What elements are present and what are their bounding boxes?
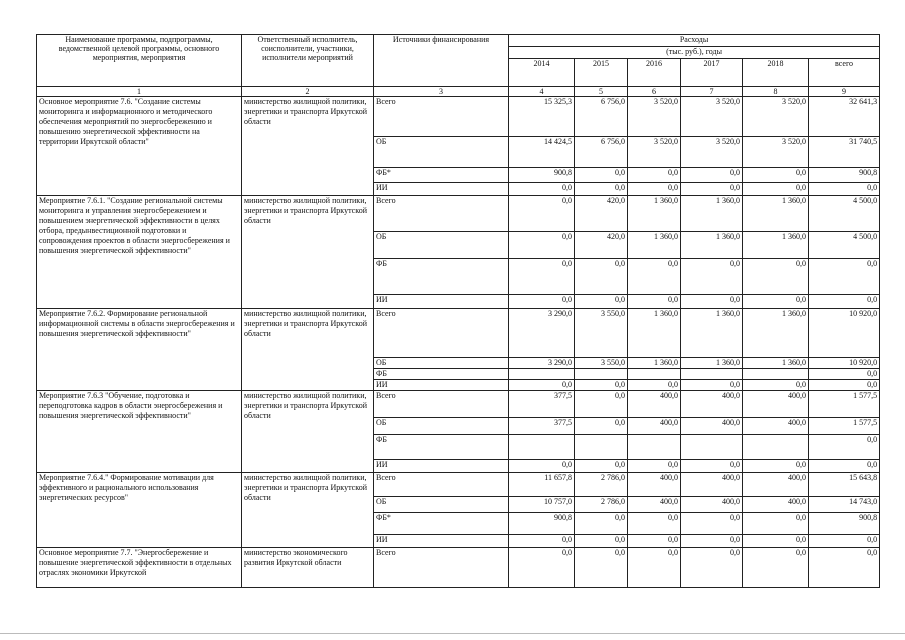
- header-expenses: Расходы: [509, 35, 880, 47]
- amount-cell: 0,0: [509, 295, 575, 309]
- table-row: [37, 548, 880, 588]
- funding-source: ОБ: [374, 137, 509, 168]
- amount-cell: [681, 435, 743, 460]
- financing-table: [36, 34, 880, 588]
- amount-cell: 400,0: [628, 473, 681, 497]
- funding-source: ИИ: [374, 535, 509, 548]
- column-number: 6: [628, 87, 681, 97]
- amount-cell: 0,0: [743, 535, 809, 548]
- amount-cell: 0,0: [681, 548, 743, 588]
- amount-cell: 400,0: [743, 391, 809, 418]
- funding-source: Всего: [374, 97, 509, 137]
- amount-cell: 0,0: [628, 168, 681, 183]
- amount-cell: 2 786,0: [575, 473, 628, 497]
- total-cell: 0,0: [809, 548, 880, 588]
- amount-cell: [628, 369, 681, 380]
- funding-source: ОБ: [374, 418, 509, 435]
- total-cell: 31 740,5: [809, 137, 880, 168]
- header-year: 2018: [743, 59, 809, 87]
- amount-cell: 0,0: [509, 183, 575, 196]
- amount-cell: [575, 435, 628, 460]
- amount-cell: 0,0: [628, 535, 681, 548]
- header-source: Источники финансирования: [374, 35, 509, 87]
- amount-cell: 0,0: [681, 380, 743, 391]
- amount-cell: 0,0: [628, 295, 681, 309]
- header-responsible: Ответственный исполнитель, соисполнители, участники, исполнители мероприятий: [242, 35, 374, 87]
- amount-cell: 0,0: [628, 548, 681, 588]
- amount-cell: 400,0: [681, 418, 743, 435]
- amount-cell: 0,0: [681, 183, 743, 196]
- funding-source: ОБ: [374, 497, 509, 513]
- amount-cell: 377,5: [509, 418, 575, 435]
- activity-name: Основное мероприятие 7.7. "Энергосбережение и повышение энергетической эффективности в отдельных отраслях экономики Иркутской: [37, 548, 242, 588]
- funding-source: Всего: [374, 391, 509, 418]
- amount-cell: 0,0: [509, 535, 575, 548]
- amount-cell: 0,0: [575, 259, 628, 295]
- amount-cell: [575, 369, 628, 380]
- amount-cell: 0,0: [575, 295, 628, 309]
- total-cell: 900,8: [809, 513, 880, 535]
- amount-cell: 1 360,0: [743, 196, 809, 232]
- amount-cell: 15 325,3: [509, 97, 575, 137]
- amount-cell: [743, 369, 809, 380]
- amount-cell: [509, 435, 575, 460]
- amount-cell: 0,0: [509, 548, 575, 588]
- responsible-executor: министерство жилищной политики, энергетики и транспорта Иркутской области: [242, 196, 374, 309]
- amount-cell: 377,5: [509, 391, 575, 418]
- total-cell: 4 500,0: [809, 196, 880, 232]
- amount-cell: 0,0: [743, 548, 809, 588]
- amount-cell: 0,0: [575, 391, 628, 418]
- amount-cell: 3 520,0: [628, 97, 681, 137]
- amount-cell: 1 360,0: [743, 358, 809, 369]
- activity-name: Мероприятие 7.6.1. "Создание региональной системы мониторинга и управления энергосбережением и повышением энергетической эффективности в целях отбора, предынвестиционной подготовки и сопровождения проектов в области энергосбережения и повышения энергетической эффективности": [37, 196, 242, 309]
- amount-cell: 0,0: [681, 535, 743, 548]
- amount-cell: 0,0: [509, 460, 575, 473]
- amount-cell: 0,0: [681, 259, 743, 295]
- amount-cell: 0,0: [681, 168, 743, 183]
- amount-cell: 3 550,0: [575, 358, 628, 369]
- funding-source: ФБ: [374, 435, 509, 460]
- header-total: всего: [809, 59, 880, 87]
- amount-cell: 1 360,0: [681, 196, 743, 232]
- amount-cell: 400,0: [628, 418, 681, 435]
- page-edge-line: [0, 633, 905, 634]
- funding-source: Всего: [374, 548, 509, 588]
- funding-source: ОБ: [374, 358, 509, 369]
- column-number: 7: [681, 87, 743, 97]
- table-row: [37, 196, 880, 232]
- amount-cell: 14 424,5: [509, 137, 575, 168]
- amount-cell: 6 756,0: [575, 137, 628, 168]
- amount-cell: 1 360,0: [743, 309, 809, 358]
- amount-cell: 0,0: [575, 380, 628, 391]
- amount-cell: 0,0: [628, 259, 681, 295]
- responsible-executor: министерство экономического развития Иркутской области: [242, 548, 374, 588]
- amount-cell: 3 520,0: [743, 137, 809, 168]
- total-cell: 14 743,0: [809, 497, 880, 513]
- amount-cell: 0,0: [509, 196, 575, 232]
- amount-cell: 3 520,0: [681, 137, 743, 168]
- header-year: 2014: [509, 59, 575, 87]
- column-number: 9: [809, 87, 880, 97]
- table-row: [37, 391, 880, 418]
- amount-cell: 0,0: [575, 535, 628, 548]
- amount-cell: 11 657,8: [509, 473, 575, 497]
- amount-cell: 0,0: [743, 295, 809, 309]
- total-cell: 0,0: [809, 535, 880, 548]
- total-cell: 0,0: [809, 183, 880, 196]
- amount-cell: [681, 369, 743, 380]
- activity-name: Основное мероприятие 7.6. "Создание системы мониторинга и информационного и методического обеспечения мероприятий по энергосбережению и повышению энергетической эффективности на территории Иркутской области": [37, 97, 242, 196]
- funding-source: Всего: [374, 196, 509, 232]
- amount-cell: 0,0: [681, 460, 743, 473]
- amount-cell: 400,0: [743, 497, 809, 513]
- column-number: 2: [242, 87, 374, 97]
- funding-source: ИИ: [374, 183, 509, 196]
- responsible-executor: министерство жилищной политики, энергетики и транспорта Иркутской области: [242, 473, 374, 548]
- responsible-executor: министерство жилищной политики, энергетики и транспорта Иркутской области: [242, 309, 374, 391]
- funding-source: ФБ*: [374, 513, 509, 535]
- amount-cell: 420,0: [575, 196, 628, 232]
- header-year: 2017: [681, 59, 743, 87]
- amount-cell: 0,0: [575, 513, 628, 535]
- header-name: Наименование программы, подпрограммы, ведомственной целевой программы, основного мероприятия, мероприятия: [37, 35, 242, 87]
- total-cell: 15 643,8: [809, 473, 880, 497]
- column-number: 4: [509, 87, 575, 97]
- total-cell: 0,0: [809, 369, 880, 380]
- total-cell: 10 920,0: [809, 358, 880, 369]
- amount-cell: 0,0: [575, 183, 628, 196]
- column-number: 3: [374, 87, 509, 97]
- amount-cell: 0,0: [575, 168, 628, 183]
- amount-cell: 1 360,0: [681, 309, 743, 358]
- amount-cell: 3 550,0: [575, 309, 628, 358]
- amount-cell: 0,0: [743, 380, 809, 391]
- amount-cell: 0,0: [743, 259, 809, 295]
- amount-cell: 10 757,0: [509, 497, 575, 513]
- table-row: [37, 473, 880, 497]
- funding-source: ФБ: [374, 369, 509, 380]
- amount-cell: 400,0: [681, 391, 743, 418]
- amount-cell: [743, 435, 809, 460]
- amount-cell: 3 520,0: [743, 97, 809, 137]
- table-row: [37, 309, 880, 358]
- responsible-executor: министерство жилищной политики, энергетики и транспорта Иркутской области: [242, 391, 374, 473]
- amount-cell: 420,0: [575, 232, 628, 259]
- total-cell: 900,8: [809, 168, 880, 183]
- amount-cell: 1 360,0: [628, 358, 681, 369]
- amount-cell: 0,0: [509, 232, 575, 259]
- activity-name: Мероприятие 7.6.4." Формирование мотивации для эффективного и рационального использования энергетических ресурсов": [37, 473, 242, 548]
- total-cell: 10 920,0: [809, 309, 880, 358]
- amount-cell: 1 360,0: [681, 358, 743, 369]
- responsible-executor: министерство жилищной политики, энергетики и транспорта Иркутской области: [242, 97, 374, 196]
- header-year: 2015: [575, 59, 628, 87]
- total-cell: 0,0: [809, 460, 880, 473]
- amount-cell: 400,0: [681, 473, 743, 497]
- amount-cell: 1 360,0: [628, 196, 681, 232]
- amount-cell: 3 290,0: [509, 358, 575, 369]
- amount-cell: 0,0: [628, 460, 681, 473]
- funding-source: Всего: [374, 473, 509, 497]
- amount-cell: 900,8: [509, 513, 575, 535]
- table-row: [37, 97, 880, 137]
- header-year: 2016: [628, 59, 681, 87]
- amount-cell: 400,0: [681, 497, 743, 513]
- amount-cell: 400,0: [628, 497, 681, 513]
- amount-cell: 0,0: [628, 183, 681, 196]
- amount-cell: 0,0: [743, 460, 809, 473]
- total-cell: 1 577,5: [809, 391, 880, 418]
- amount-cell: 0,0: [743, 183, 809, 196]
- funding-source: ФБ*: [374, 168, 509, 183]
- column-number: 1: [37, 87, 242, 97]
- amount-cell: 900,8: [509, 168, 575, 183]
- amount-cell: 1 360,0: [628, 309, 681, 358]
- amount-cell: 400,0: [628, 391, 681, 418]
- amount-cell: 1 360,0: [743, 232, 809, 259]
- column-number: 5: [575, 87, 628, 97]
- total-cell: 0,0: [809, 435, 880, 460]
- funding-source: Всего: [374, 309, 509, 358]
- amount-cell: 400,0: [743, 418, 809, 435]
- funding-source: ИИ: [374, 295, 509, 309]
- total-cell: 4 500,0: [809, 232, 880, 259]
- funding-source: ИИ: [374, 380, 509, 391]
- funding-source: ФБ: [374, 259, 509, 295]
- funding-source: ОБ: [374, 232, 509, 259]
- amount-cell: 3 520,0: [628, 137, 681, 168]
- amount-cell: 0,0: [575, 548, 628, 588]
- amount-cell: 1 360,0: [681, 232, 743, 259]
- amount-cell: 0,0: [628, 513, 681, 535]
- column-number: 8: [743, 87, 809, 97]
- amount-cell: 6 756,0: [575, 97, 628, 137]
- amount-cell: 3 520,0: [681, 97, 743, 137]
- amount-cell: 0,0: [628, 380, 681, 391]
- activity-name: Мероприятие 7.6.2. Формирование региональной информационной системы в области энергосбережения и повышения энергетической эффективности": [37, 309, 242, 391]
- amount-cell: 0,0: [743, 513, 809, 535]
- funding-source: ИИ: [374, 460, 509, 473]
- total-cell: 1 577,5: [809, 418, 880, 435]
- amount-cell: [509, 369, 575, 380]
- amount-cell: 3 290,0: [509, 309, 575, 358]
- total-cell: 32 641,3: [809, 97, 880, 137]
- amount-cell: 0,0: [509, 259, 575, 295]
- amount-cell: 0,0: [509, 380, 575, 391]
- amount-cell: 0,0: [743, 168, 809, 183]
- amount-cell: 0,0: [681, 513, 743, 535]
- header-units: (тыс. руб.), годы: [509, 47, 880, 59]
- activity-name: Мероприятие 7.6.3 "Обучение, подготовка и переподготовка кадров в области энергосбережения и повышения энергетической эффективности": [37, 391, 242, 473]
- amount-cell: 0,0: [575, 460, 628, 473]
- total-cell: 0,0: [809, 295, 880, 309]
- amount-cell: [628, 435, 681, 460]
- total-cell: 0,0: [809, 380, 880, 391]
- amount-cell: 0,0: [575, 418, 628, 435]
- amount-cell: 0,0: [681, 295, 743, 309]
- amount-cell: 2 786,0: [575, 497, 628, 513]
- amount-cell: 1 360,0: [628, 232, 681, 259]
- amount-cell: 400,0: [743, 473, 809, 497]
- total-cell: 0,0: [809, 259, 880, 295]
